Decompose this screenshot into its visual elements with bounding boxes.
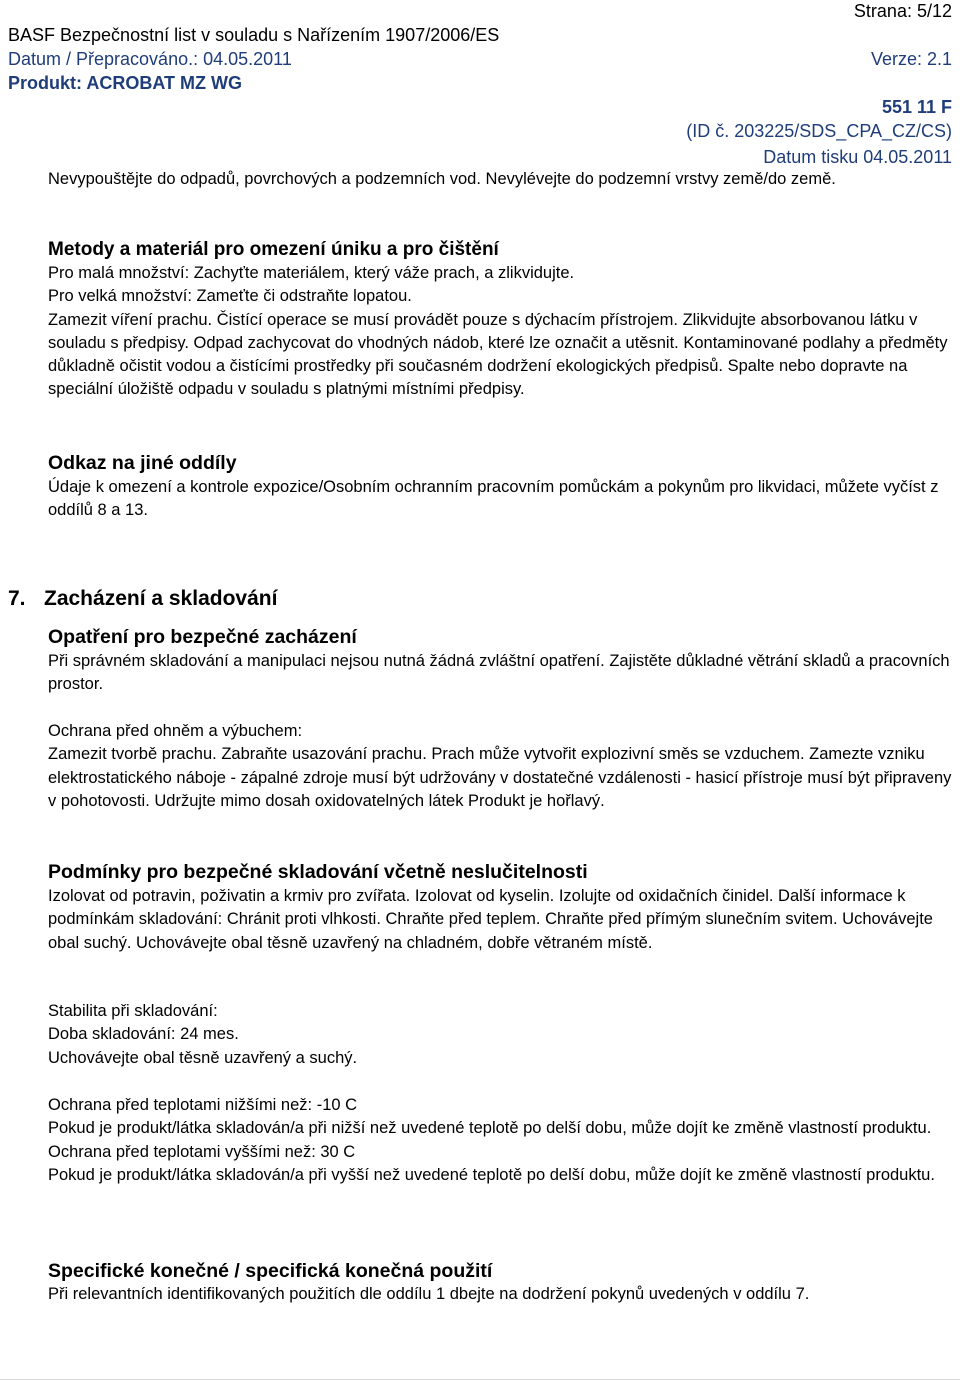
page-number: Strana: 5/12 bbox=[853, 1, 952, 21]
print-date: Datum tisku 04.05.2011 bbox=[763, 147, 952, 167]
version: Verze: 2.1 bbox=[870, 49, 952, 69]
section-title: Zacházení a skladování bbox=[44, 587, 278, 610]
revision-date: Datum / Přepracováno.: 04.05.2011 bbox=[8, 49, 292, 69]
continuation-text bbox=[48, 168, 954, 191]
stability-label: Stabilita při skladování: bbox=[48, 1002, 218, 1020]
fire-section bbox=[48, 720, 954, 813]
storage-text: Izolovat od potravin, poživatin a krmiv pro zvířata. Izolovat od kyselin. Izolujte od oxidačních činidel. Další informace k podmínkám skladování: Chránit proti vlhkosti. Chraňte před teplem. Chraňte před přímým slunečním svitem. Uchovávejte obal suchý. Uchovávejte obal těsně uzavřený na chladném, dobře větraném místě. bbox=[48, 887, 933, 952]
stability-section bbox=[48, 1000, 954, 1070]
safe-handling-heading: Opatření pro bezpečné zacházení bbox=[48, 626, 357, 648]
product-code: 551 11 F bbox=[881, 97, 952, 117]
containment-heading: Metody a materiál pro omezení úniku a pro čištění bbox=[48, 239, 499, 260]
containment-section bbox=[48, 262, 954, 402]
storage-heading: Podmínky pro bezpečné skladování včetně neslučitelnosti bbox=[48, 861, 588, 883]
containment-line-large: Pro velká množství: Zameťte či odstraňte lopatou. bbox=[48, 287, 412, 306]
stability-duration: Doba skladování: 24 mes. bbox=[48, 1025, 239, 1044]
reference-text: Údaje k omezení a kontrole expozice/Osobním ochranním pracovním pomůckám a pokynům pro likvidaci, můžete vyčíst z oddílů 8 a 13. bbox=[48, 478, 939, 520]
continuation-paragraph: Nevypouštějte do odpadů, povrchových a podzemních vod. Nevylévejte do podzemní vrstvy země/do země. bbox=[48, 170, 836, 188]
reference-heading: Odkaz na jiné oddíly bbox=[48, 452, 237, 474]
end-use-text: Při relevantních identifikovaných použitích dle oddílu 1 dbejte na dodržení pokynů uvedených v oddílu 7. bbox=[48, 1285, 810, 1303]
document-id: (ID č. 203225/SDS_CPA_CZ/CS) bbox=[686, 121, 952, 141]
stability-note: Uchovávejte obal těsně uzavřený a suchý. bbox=[48, 1048, 358, 1067]
low-temp-text: Pokud je produkt/látka skladován/a při nižší než uvedené teplotě po delší dobu, může dojít ke změně vlastností produktu. bbox=[48, 1119, 932, 1138]
section-number: 7. bbox=[8, 587, 26, 610]
high-temp-text: Pokud je produkt/látka skladován/a při vyšší než uvedené teplotě po delší dobu, může dojít ke změně vlastností produktu. bbox=[48, 1165, 935, 1184]
fire-text: Zamezit tvorbě prachu. Zabraňte usazování prachu. Prach může vytvořit explozivní směs se vzduchem. Zamezte vzniku elektrostatického náboje - zápalné zdroje musí být udržovány v dostatečné vzdálenosti - hasicí přístroje musí být připraveny v pohotovosti. Udržujte mimo dosah oxidovatelných látek Produkt je hořlavý. bbox=[48, 745, 952, 810]
fire-label: Ochrana před ohněm a výbuchem: bbox=[48, 722, 303, 740]
containment-paragraph: Zamezit víření prachu. Čistící operace se musí provádět pouze s dýchacím přístrojem. Zlikvidujte absorbovanou látku v souladu s předpisy. Odpad zachycovat do vhodných nádob, které lze označit a utěsnit. Kontaminované podlahy a předměty důkladně očistit vodou a čistícími prostředky při současném dodržení ekologických předpisů. Spalte nebo dopravte na speciální úložiště odpadu v souladu s platnými místními předpisy. bbox=[48, 310, 948, 399]
product-name: Produkt: ACROBAT MZ WG bbox=[8, 73, 242, 93]
containment-line-small: Pro malá množství: Zachyťte materiálem, který váže prach, a zlikvidujte. bbox=[48, 264, 575, 282]
safe-handling-text: Při správném skladování a manipulaci nejsou nutná žádná zvláštní opatření. Zajistěte důkladné větrání skladů a pracovních prostor. bbox=[48, 652, 950, 694]
low-temp-label: Ochrana před teplotami nižšími než: -10 C bbox=[48, 1096, 358, 1114]
section-7-heading bbox=[8, 586, 277, 612]
document-title: BASF Bezpečnostní list v souladu s Nařízením 1907/2006/ES bbox=[8, 25, 500, 45]
end-use-heading: Specifické konečné / specifická konečná použití bbox=[48, 1260, 493, 1282]
high-temp-label: Ochrana před teplotami vyššími než: 30 C bbox=[48, 1142, 356, 1161]
temperature-section bbox=[48, 1094, 954, 1187]
